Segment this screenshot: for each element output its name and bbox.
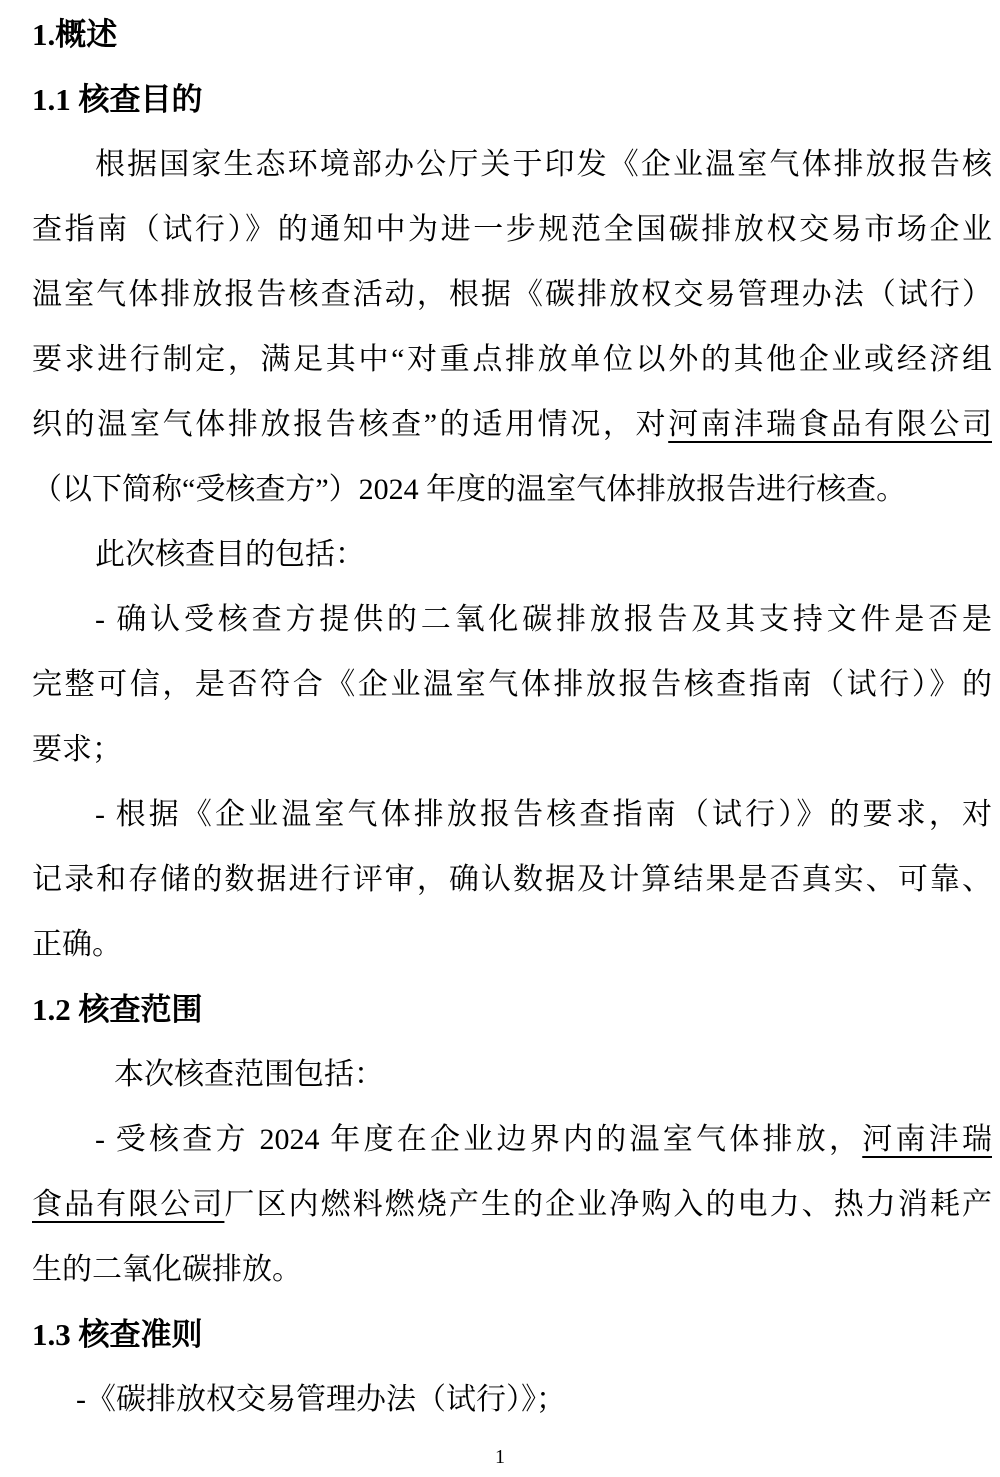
text-segment: （以下简称“受核查方”）2024 年度的温室气体排放报告进行核查。 <box>32 473 907 506</box>
text-line <box>32 1237 992 1302</box>
text-segment: - 确认受核查方提供的二氧化碳排放报告及其支持文件是否是 <box>95 603 992 636</box>
text-segment: 1.3 核查准则 <box>32 1317 203 1352</box>
text-line <box>32 912 992 977</box>
text-line <box>32 1367 992 1432</box>
text-line <box>32 782 992 847</box>
document-content <box>32 2 992 1432</box>
text-line <box>32 1107 992 1172</box>
text-line <box>32 587 992 652</box>
text-segment: 查指南（试行）》的通知中为进一步规范全国碳排放权交易市场企业 <box>32 213 992 246</box>
underlined-company-name: 食品有限公司 <box>32 1188 225 1221</box>
text-line <box>32 327 992 392</box>
text-segment: 温室气体排放报告核查活动，根据《碳排放权交易管理办法（试行） <box>32 278 992 311</box>
section-heading <box>32 977 992 1042</box>
text-line <box>32 262 992 327</box>
text-segment: 织的温室气体排放报告核查”的适用情况，对 <box>32 408 669 441</box>
section-heading <box>32 67 992 132</box>
text-line <box>32 522 992 587</box>
text-line <box>32 1172 992 1237</box>
text-segment: 正确。 <box>32 928 122 961</box>
text-segment: 1.概述 <box>32 17 118 52</box>
text-line <box>32 197 992 262</box>
text-segment: 此次核查目的包括： <box>95 538 365 571</box>
text-segment: 记录和存储的数据进行评审，确认数据及计算结果是否真实、可靠、 <box>32 863 992 896</box>
text-line <box>32 457 992 522</box>
underlined-company-name: 河南沣瑞食品有限公司 <box>668 408 992 441</box>
underlined-company-name: 河南沣瑞 <box>862 1123 992 1156</box>
text-line <box>32 392 992 457</box>
text-segment: - 根据《企业温室气体排放报告核查指南（试行）》的要求，对 <box>95 798 992 831</box>
text-line <box>32 652 992 717</box>
text-segment: 完整可信，是否符合《企业温室气体排放报告核查指南（试行）》的 <box>32 668 992 701</box>
page-number: 1 <box>495 1446 505 1468</box>
text-segment: 生的二氧化碳排放。 <box>32 1253 302 1286</box>
text-line <box>32 132 992 197</box>
section-heading <box>32 1302 992 1367</box>
text-segment: 要求进行制定，满足其中“对重点排放单位以外的其他企业或经济组 <box>32 343 992 376</box>
text-line <box>32 847 992 912</box>
text-line <box>32 1042 992 1107</box>
text-segment: - 受核查方 2024 年度在企业边界内的温室气体排放， <box>95 1123 863 1156</box>
text-segment: 要求； <box>32 733 122 766</box>
text-segment: 1.1 核查目的 <box>32 82 203 117</box>
text-segment: 厂区内燃料燃烧产生的企业净购入的电力、热力消耗产 <box>224 1188 993 1221</box>
text-segment: 根据国家生态环境部办公厅关于印发《企业温室气体排放报告核 <box>95 148 992 181</box>
text-segment: -《碳排放权交易管理办法（试行）》； <box>76 1383 566 1416</box>
text-segment: 1.2 核查范围 <box>32 992 203 1027</box>
section-heading <box>32 2 992 67</box>
text-line <box>32 717 992 782</box>
text-segment: 本次核查范围包括： <box>114 1058 384 1091</box>
